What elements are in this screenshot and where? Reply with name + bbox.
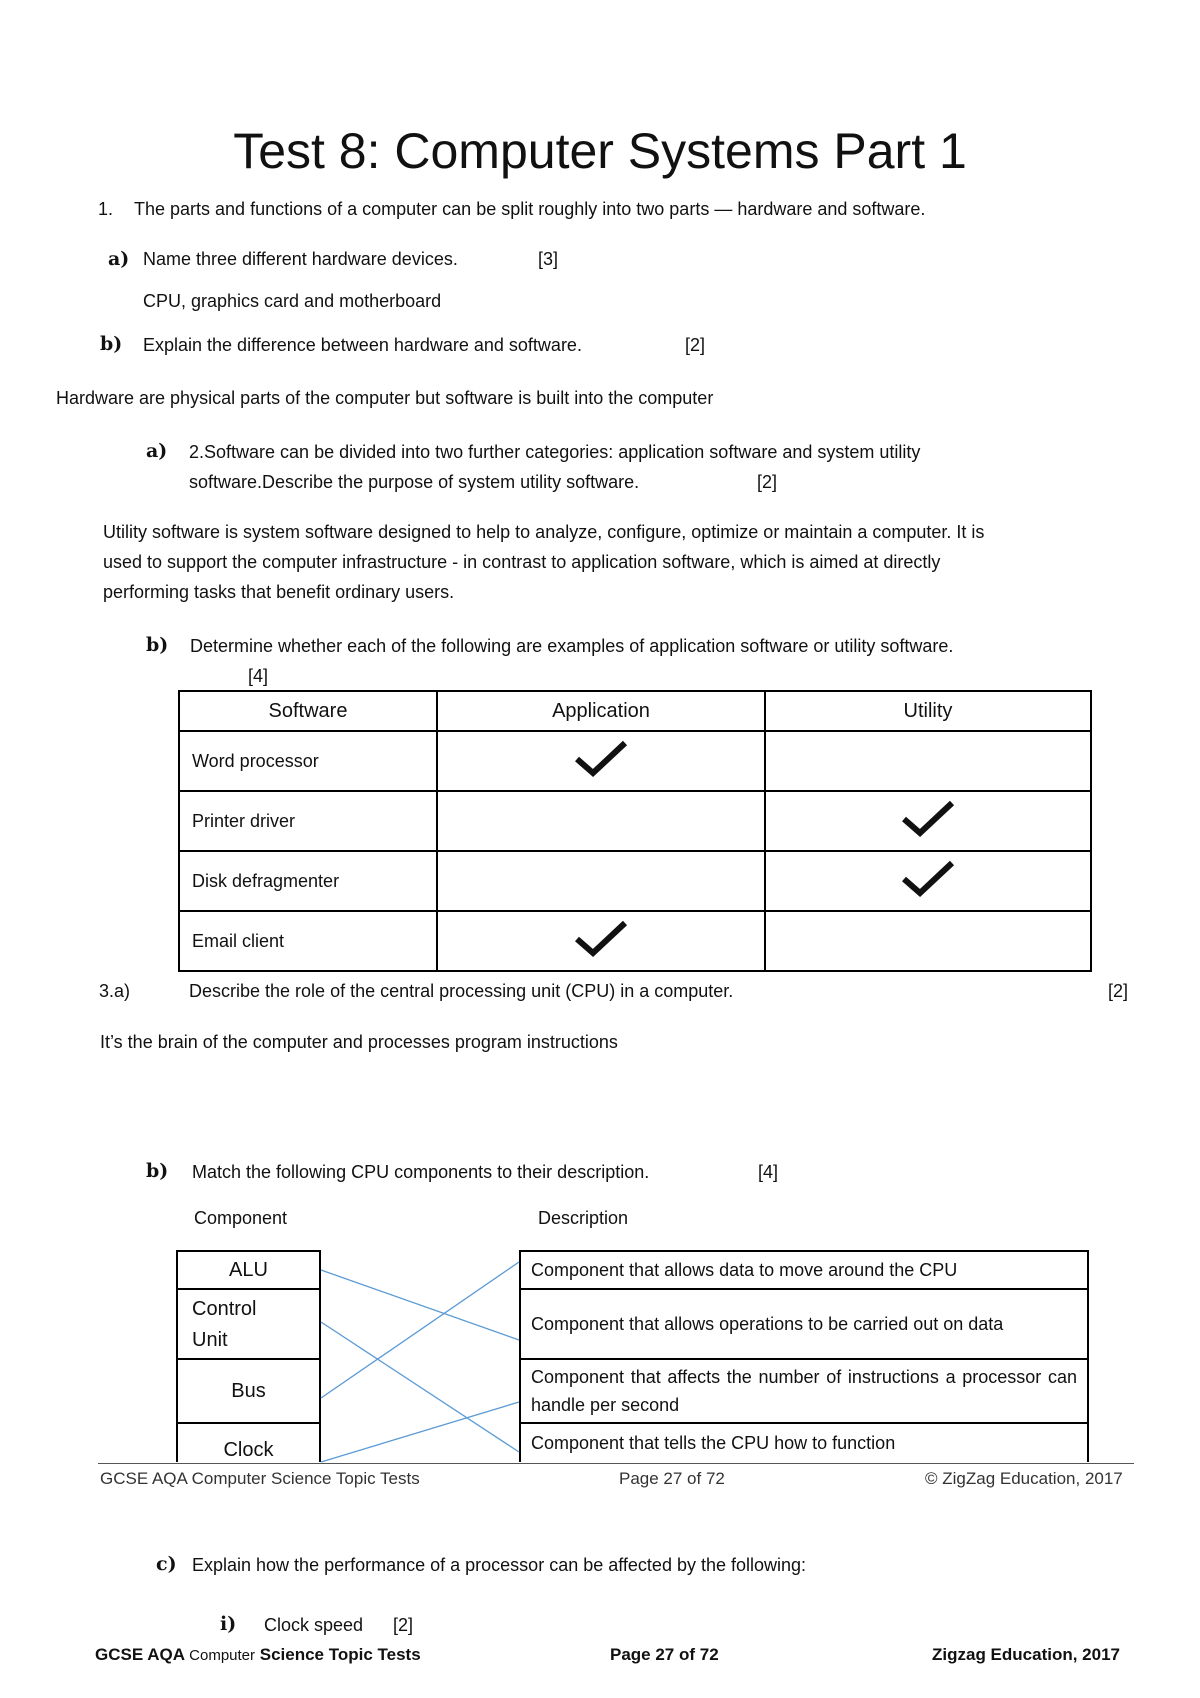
description-header: Description <box>538 1208 629 1228</box>
component-header: Component <box>194 1208 288 1228</box>
inner-footer-left: GCSE AQA Computer Science Topic Tests <box>100 1469 420 1488</box>
q1a-answer: CPU, graphics card and motherboard <box>143 291 442 311</box>
q2a-answer-line1: Utility software is system software designed to help to analyze, configure, optimize or maintain a computer. It is <box>103 522 985 542</box>
q1b-text: Explain the difference between hardware and software. <box>143 335 582 355</box>
q2a-label: a) <box>146 440 168 462</box>
inner-footer-center: Page 27 of 72 <box>619 1469 725 1488</box>
q3c-label: c) <box>156 1553 177 1575</box>
table-header-application: Application <box>437 691 765 731</box>
q3a-answer: It’s the brain of the computer and processes program instructions <box>100 1032 618 1052</box>
q3a-label: 3.a) <box>99 981 131 1001</box>
component-label: Clock <box>223 1438 274 1461</box>
q2a-answer-line3: performing tasks that benefit ordinary users. <box>103 582 455 602</box>
q3b-label: b) <box>146 1160 169 1182</box>
q1a-label: a) <box>108 248 130 270</box>
q1b-marks: [2] <box>685 335 706 355</box>
q3b-marks: [4] <box>758 1162 779 1182</box>
q1b-answer: Hardware are physical parts of the computer but software is built into the computer <box>56 388 714 408</box>
description-label: Component that allows operations to be carried out on data <box>531 1314 1004 1334</box>
component-label: ALU <box>229 1258 268 1281</box>
table-header-utility: Utility <box>765 691 1091 731</box>
q1-number: 1. <box>98 199 114 219</box>
q2a-answer-line2: used to support the computer infrastructure - in contrast to application software, which is aimed at directly <box>103 552 941 572</box>
component-label: Control Unit <box>192 1298 257 1351</box>
q2b-text: Determine whether each of the following are examples of application software or utility software. <box>190 636 954 656</box>
footer-left-a: GCSE AQA <box>95 1645 185 1664</box>
q3a-marks: [2] <box>1108 981 1129 1001</box>
inner-footer-right: © ZigZag Education, 2017 <box>925 1469 1123 1488</box>
component-label: Bus <box>231 1379 266 1402</box>
q3b-text: Match the following CPU components to their description. <box>192 1162 650 1182</box>
table-header-software: Software <box>179 691 437 731</box>
description-label: Component that tells the CPU how to function <box>531 1433 896 1453</box>
table-cell-software: Email client <box>179 911 437 971</box>
table-cell-software: Disk defragmenter <box>179 851 437 911</box>
description-label: Component that affects the number of instructions a processor can handle per second <box>531 1367 1077 1415</box>
description-label: Component that allows data to move around the CPU <box>531 1260 958 1280</box>
table-cell-software: Printer driver <box>179 791 437 851</box>
q1a-marks: [3] <box>538 249 559 269</box>
q3ci-text: Clock speed <box>264 1615 364 1635</box>
footer-center: Page 27 of 72 <box>610 1645 719 1664</box>
q3c-text: Explain how the performance of a processor can be affected by the following: <box>192 1555 807 1575</box>
q3ci-marks: [2] <box>393 1615 414 1635</box>
q1b-label: b) <box>100 333 123 355</box>
page-title: Test 8: Computer Systems Part 1 <box>233 123 967 179</box>
footer-left-b: Computer <box>189 1647 256 1664</box>
q3ci-label: i) <box>220 1613 237 1635</box>
q2a-text-line2: software.Describe the purpose of system utility software. <box>189 472 640 492</box>
footer-left-c: Science Topic Tests <box>259 1645 421 1664</box>
q2b-marks: [4] <box>248 666 269 686</box>
q3a-text: Describe the role of the central processing unit (CPU) in a computer. <box>189 981 734 1001</box>
table-cell-software: Word processor <box>179 731 437 791</box>
footer-left <box>95 1645 421 1665</box>
q2a-marks: [2] <box>757 472 778 492</box>
inner-footer-rule <box>98 1463 1134 1464</box>
q2a-text-line1: 2.Software can be divided into two further categories: application software and system utility <box>189 442 921 462</box>
q1-text: The parts and functions of a computer can be split roughly into two parts — hardware and software. <box>134 199 926 219</box>
q2b-label: b) <box>146 634 169 656</box>
footer-right: Zigzag Education, 2017 <box>932 1645 1120 1664</box>
q1a-text: Name three different hardware devices. <box>143 249 458 269</box>
